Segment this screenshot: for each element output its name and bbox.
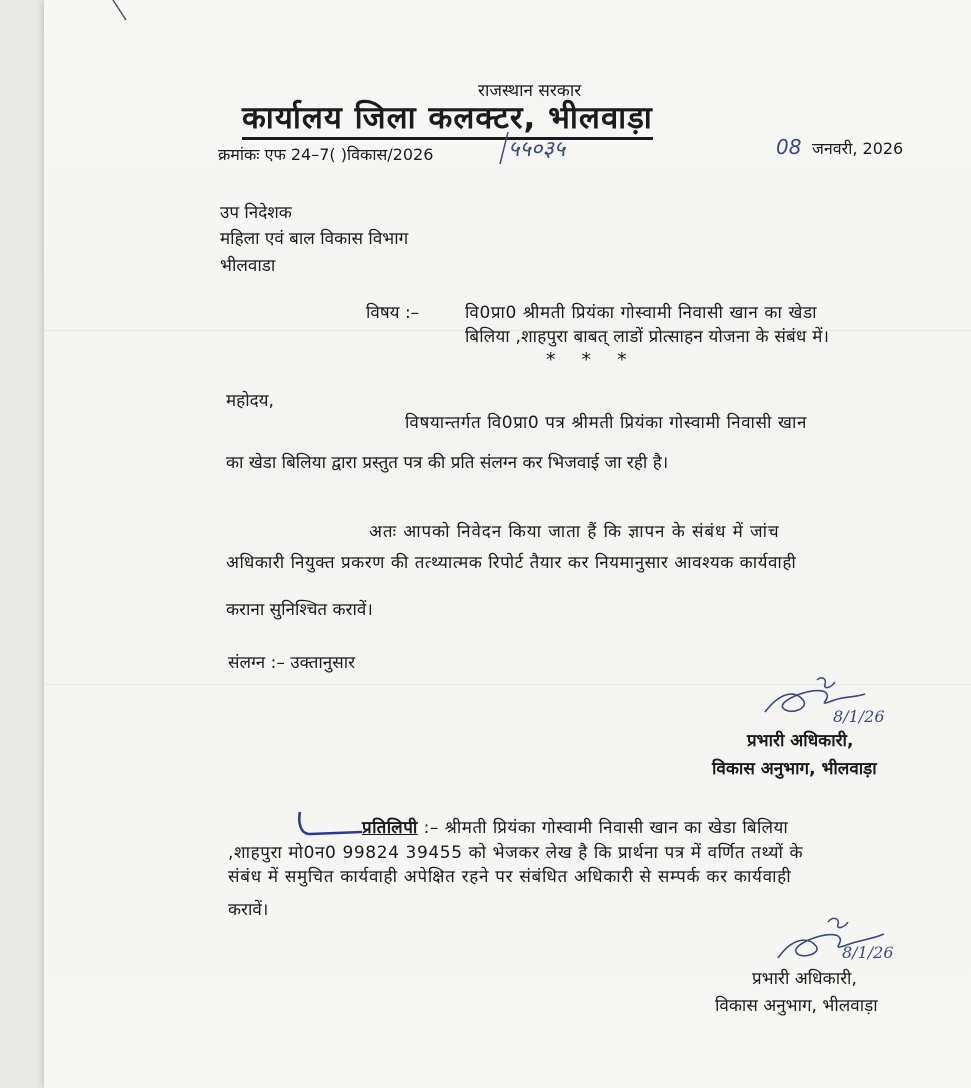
reference-number: क्रमांकः एफ 24–7( )विकास/2026 [218, 145, 434, 164]
handwritten-signature [770, 910, 920, 970]
signatory-title: प्रभारी अधिकारी, [752, 969, 857, 989]
body-line: अधिकारी नियुक्त प्रकरण की तत्थ्यात्मक रिपोर्ट तैयार कर नियमानुसार आवश्यक कार्यवाही [226, 553, 797, 573]
handwritten-signature [755, 672, 905, 727]
government-heading: राजस्थान सरकार [478, 81, 582, 101]
recipient-line: महिला एवं बाल विकास विभाग [220, 229, 409, 249]
copy-text: :– श्रीमती प्रियंका गोस्वामी निवासी खान का खेडा बिलिया [417, 818, 789, 838]
body-line: विषयान्तर्गत वि0प्रा0 पत्र श्रीमती प्रियंका गोस्वामी निवासी खान [405, 413, 807, 433]
pen-mark [296, 810, 366, 840]
signatory-dept: विकास अनुभाग, भीलवाड़ा [712, 759, 877, 779]
subject-line: बिलिया ,शाहपुरा बाबत् लाडों प्रोत्साहन योजना के संबंध में। [465, 327, 830, 347]
copy-line: संबंध में समुचित कार्यवाही अपेक्षित रहने पर संबंधित अधिकारी से सम्पर्क कर कार्यवाही [228, 867, 792, 887]
handwritten-day: 08 [776, 135, 802, 159]
copy-line: ,शाहपुरा मो0न0 99824 39455 को भेजकर लेख है कि प्रार्थना पत्र में वर्णित तथ्यों के [228, 843, 804, 863]
subject-label: विषय :– [366, 303, 420, 323]
enclosure-note: संलग्न :– उक्तानुसार [228, 653, 356, 673]
separator-stars: * * * [546, 349, 637, 371]
signature-date: 8/1/26 [842, 943, 894, 962]
signatory-title: प्रभारी अधिकारी, [747, 731, 854, 751]
signature-date: 8/1/26 [833, 707, 885, 726]
copy-line [362, 815, 788, 838]
signatory-dept: विकास अनुभाग, भीलवाड़ा [715, 996, 878, 1016]
salutation: महोदय, [226, 391, 274, 411]
copy-line: करावें। [228, 900, 269, 920]
office-title: कार्यालय जिला कलक्टर, भीलवाड़ा [242, 100, 653, 140]
body-line: कराना सुनिश्चित करावें। [226, 600, 373, 620]
copy-label: प्रतिलिपी [362, 818, 418, 838]
body-line: का खेडा बिलिया द्वारा प्रस्तुत पत्र की प्रति संलग्न कर भिजवाई जा रही है। [226, 453, 669, 473]
recipient-line: भीलवाडा [220, 256, 276, 276]
recipient-line: उप निदेशक [220, 203, 292, 223]
letter-date: जनवरी, 2026 [812, 139, 904, 158]
subject-line: वि0प्रा0 श्रीमती प्रियंका गोस्वामी निवासी खान का खेडा [465, 303, 818, 323]
paper-edge-mark [88, 0, 128, 40]
handwritten-dispatch-number: ५५०३५ [508, 137, 566, 162]
body-line: अतः आपको निवेदन किया जाता हैं कि ज्ञापन के संबंध में जांच [369, 522, 780, 542]
